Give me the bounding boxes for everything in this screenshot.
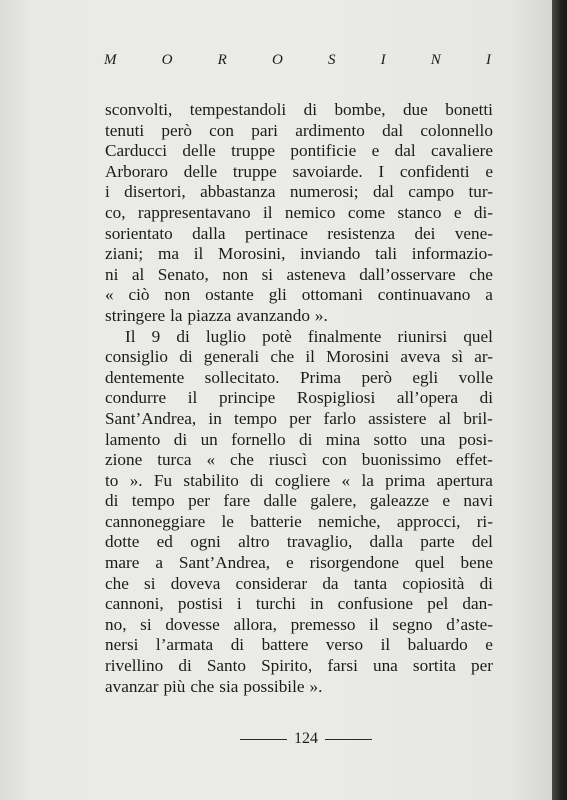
word: che	[270, 347, 295, 367]
word: in	[310, 594, 324, 614]
word: assistere	[368, 408, 427, 428]
word: considerar	[235, 573, 308, 593]
word: farlo	[323, 408, 356, 428]
word: bombe,	[334, 100, 386, 119]
word: «	[341, 470, 351, 490]
text-line	[105, 635, 493, 656]
word: di	[179, 347, 193, 367]
word: nemiche,	[318, 511, 381, 531]
text-line	[105, 677, 493, 698]
text-line	[105, 347, 493, 368]
text-line	[105, 285, 493, 306]
word: rappresentavano	[137, 202, 251, 222]
text-line	[105, 388, 493, 409]
word: tali	[375, 244, 398, 264]
word: tempestandoli	[189, 100, 287, 119]
word: di	[479, 388, 493, 408]
word: il	[187, 388, 198, 408]
word: e	[442, 491, 451, 511]
word: di	[303, 100, 317, 119]
text-line	[105, 162, 493, 183]
word: stringere	[105, 305, 166, 325]
word: che	[469, 264, 493, 284]
word: dalla	[369, 532, 403, 552]
word: con	[322, 450, 347, 470]
text-line	[105, 224, 493, 245]
word: Morosini	[326, 347, 390, 367]
word: quel	[463, 326, 493, 346]
word: che	[105, 573, 129, 593]
word: tempo	[131, 491, 175, 511]
text-line	[105, 491, 493, 512]
word: no,	[105, 614, 127, 634]
word: e	[485, 161, 493, 181]
running-head-letter: M	[104, 52, 118, 68]
word: più	[163, 676, 186, 696]
word: sorientato	[105, 223, 173, 243]
word: dal	[394, 141, 416, 161]
word: di	[173, 429, 188, 449]
word: Il	[125, 326, 136, 346]
word: un	[200, 429, 218, 449]
word: l’armata	[155, 635, 214, 655]
word: e	[453, 202, 462, 222]
word: allora,	[233, 614, 277, 634]
running-head-letter: I	[380, 52, 387, 68]
word: tenuti	[105, 120, 145, 140]
word: fare	[223, 491, 251, 511]
word: delle	[183, 161, 218, 181]
word: effet-	[456, 450, 493, 470]
word: per	[289, 408, 312, 428]
word: tempo	[234, 408, 278, 428]
word: finalmente	[307, 326, 382, 346]
word: la	[170, 305, 183, 325]
word: di	[298, 429, 313, 449]
word: da	[322, 573, 339, 593]
word: si	[261, 264, 274, 284]
word: potè	[262, 326, 292, 346]
word: stabilito	[183, 470, 239, 490]
word: asteneva	[286, 264, 346, 284]
running-head-letter: I	[485, 52, 492, 68]
word: apertura	[436, 470, 493, 490]
word: ar-	[474, 347, 493, 367]
word: però	[161, 120, 192, 140]
text-line	[105, 532, 493, 553]
word: galere,	[310, 491, 357, 511]
word: confusione	[337, 594, 414, 614]
word: di	[230, 635, 245, 655]
word: al	[131, 264, 145, 284]
text-line	[105, 244, 493, 265]
text-line	[105, 450, 493, 471]
text-line	[105, 368, 493, 389]
word: mare	[105, 553, 140, 573]
word: ri-	[476, 511, 493, 531]
word: per	[470, 656, 493, 676]
word: consiglio	[105, 347, 169, 367]
word: abbastanza	[200, 182, 276, 202]
word: pontificie	[290, 141, 357, 161]
text-line	[105, 327, 493, 348]
word: dentemente	[105, 367, 185, 387]
word: informazio-	[411, 244, 493, 264]
word: truppe	[231, 141, 276, 161]
word: delle	[182, 141, 216, 161]
word: truppe	[232, 161, 277, 181]
word: riunirsi	[397, 326, 448, 346]
word: dall’osservare	[359, 264, 456, 284]
word: all’opera	[396, 388, 458, 408]
word: campo	[408, 182, 455, 202]
word: piazza	[187, 305, 232, 325]
word: di	[178, 656, 192, 676]
word: Carducci	[105, 141, 168, 161]
word: il	[305, 347, 315, 367]
word: il	[380, 635, 391, 655]
text-line	[105, 100, 493, 121]
word: dalla	[192, 223, 226, 243]
word: turca	[157, 450, 192, 470]
word: dei	[414, 223, 436, 243]
word: nersi	[105, 635, 139, 655]
word: il	[193, 244, 204, 264]
text-line	[105, 306, 493, 327]
word: continuavano	[377, 285, 471, 305]
word: bril-	[463, 408, 493, 428]
running-head-letter: S	[327, 52, 337, 68]
footer-rule-left	[240, 739, 287, 740]
body-text	[105, 100, 493, 697]
word: galeazze	[369, 491, 430, 511]
word: bonetti	[445, 100, 493, 119]
word: doveva	[170, 573, 221, 593]
word: ed	[156, 532, 173, 552]
text-line	[105, 512, 493, 533]
word: numerosi;	[289, 182, 359, 202]
word: ogni	[190, 532, 221, 552]
word: cogliere	[274, 470, 331, 490]
word: riuscì	[268, 450, 308, 470]
word: bene	[460, 553, 493, 573]
word: cannoneggiare	[105, 511, 206, 531]
word: parte	[420, 532, 455, 552]
text-line	[105, 203, 493, 224]
word: i	[236, 594, 242, 614]
word: vene-	[454, 223, 493, 243]
word: to	[105, 470, 119, 490]
text-line	[105, 265, 493, 286]
word: posi-	[458, 429, 493, 449]
word: ziani;	[105, 244, 144, 264]
word: generali	[203, 347, 260, 367]
word: cannoni,	[105, 594, 164, 614]
word: possibile	[243, 676, 305, 696]
word: condurre	[105, 388, 167, 408]
word: Arboraro	[105, 161, 168, 181]
word: prima	[385, 470, 426, 490]
word: due	[402, 100, 428, 119]
text-line	[105, 430, 493, 451]
word: a	[155, 553, 163, 573]
word: del	[471, 532, 493, 552]
word: tur-	[468, 182, 493, 202]
running-head-letter: R	[217, 52, 228, 68]
word: sortita	[412, 656, 456, 676]
word: ottomani	[301, 285, 363, 305]
running-head	[104, 52, 492, 69]
word: ni	[105, 264, 119, 284]
word: però	[361, 367, 392, 387]
word: pel	[427, 594, 449, 614]
word: sì	[451, 347, 464, 367]
word: una	[420, 429, 446, 449]
word: savoiarde.	[292, 161, 363, 181]
word: I	[378, 161, 385, 181]
word: inviando	[300, 244, 361, 264]
word: 9	[151, 326, 161, 346]
text-line	[105, 553, 493, 574]
text-line	[105, 409, 493, 430]
word: avanzar	[105, 676, 159, 696]
word: colonnello	[420, 120, 493, 140]
word: postisi	[177, 594, 223, 614]
word: Spirito,	[261, 656, 313, 676]
text-line	[105, 594, 493, 615]
word: batterie	[250, 511, 302, 531]
word: il	[262, 202, 273, 222]
word: farsi	[327, 656, 358, 676]
word: lamento	[105, 429, 161, 449]
word: di	[479, 573, 493, 593]
word: la	[361, 470, 374, 490]
word: «	[206, 450, 216, 470]
word: tanta	[353, 573, 388, 593]
word: premesso	[290, 614, 356, 634]
page-number: 124	[294, 730, 318, 747]
word: si	[144, 573, 156, 593]
word: Santo	[206, 656, 246, 676]
word: i	[105, 182, 110, 202]
page-footer	[240, 730, 372, 748]
word: Sant’Andrea,	[105, 408, 197, 428]
word: baluardo	[407, 635, 468, 655]
word: pari	[251, 120, 278, 140]
word: come	[347, 202, 386, 222]
word: a	[485, 285, 493, 305]
word: ».	[314, 305, 328, 325]
word: rivellino	[105, 656, 164, 676]
word: le	[221, 511, 234, 531]
word: ».	[309, 676, 323, 696]
text-line	[105, 182, 493, 203]
word: dalle	[263, 491, 297, 511]
word: sollecitato.	[204, 367, 280, 387]
word: «	[105, 285, 114, 305]
word: altro	[238, 532, 270, 552]
word: di	[105, 491, 119, 511]
word: mina	[325, 429, 361, 449]
word: e	[286, 553, 294, 573]
word: e	[485, 635, 493, 655]
word: ciò	[128, 285, 150, 305]
word: dotte	[105, 532, 140, 552]
word: sotto	[373, 429, 407, 449]
word: al	[438, 408, 452, 428]
word: Rospigliosi	[296, 388, 376, 408]
word: zione	[105, 450, 143, 470]
word: gli	[268, 285, 287, 305]
word: che	[190, 676, 215, 696]
word: volle	[458, 367, 493, 387]
word: di	[250, 470, 264, 490]
word: co,	[105, 202, 126, 222]
word: disertori,	[124, 182, 186, 202]
word: dal	[372, 182, 394, 202]
word: fornello	[231, 429, 286, 449]
word: avanzando	[236, 305, 310, 325]
text-line	[105, 471, 493, 492]
word: Prima	[299, 367, 342, 387]
word: con	[209, 120, 234, 140]
word: quel	[415, 553, 445, 573]
text-line	[105, 141, 493, 162]
word: Senato,	[157, 264, 209, 284]
word: battere	[261, 635, 309, 655]
word: risorgendone	[309, 553, 400, 573]
word: principe	[218, 388, 276, 408]
word: di	[176, 326, 190, 346]
word: non	[222, 264, 249, 284]
word: una	[372, 656, 398, 676]
word: che	[230, 450, 254, 470]
word: luglio	[205, 326, 246, 346]
word: verso	[325, 635, 364, 655]
word: sconvolti,	[105, 100, 173, 119]
text-line	[105, 615, 493, 636]
word: egli	[412, 367, 439, 387]
running-head-letter: O	[161, 52, 174, 68]
word: segno	[392, 614, 433, 634]
word: buonissimo	[361, 450, 442, 470]
text-line	[105, 656, 493, 677]
word: confidenti	[399, 161, 470, 181]
running-head-letter: N	[430, 52, 442, 68]
word: d’aste-	[446, 614, 493, 634]
word: Fu	[153, 470, 173, 490]
word: in	[208, 408, 222, 428]
word: cavaliere	[430, 141, 493, 161]
word: dal	[382, 120, 404, 140]
word: ».	[129, 470, 143, 490]
word: resistenza	[327, 223, 396, 243]
word: nemico	[284, 202, 336, 222]
word: copiosità	[402, 573, 465, 593]
word: sia	[219, 676, 239, 696]
word: ostante	[205, 285, 254, 305]
word: dan-	[462, 594, 493, 614]
word: stanco	[397, 202, 442, 222]
text-line	[105, 121, 493, 142]
word: pertinace	[244, 223, 308, 243]
word: Sant’Andrea,	[178, 553, 271, 573]
word: non	[164, 285, 191, 305]
word: travaglio,	[286, 532, 353, 552]
word: approcci,	[396, 511, 461, 531]
word: turchi	[255, 594, 296, 614]
word: dovesse	[165, 614, 220, 634]
word: si	[140, 614, 152, 634]
page-edge-shadow	[552, 0, 567, 800]
word: il	[369, 614, 379, 634]
word: per	[188, 491, 211, 511]
text-line	[105, 574, 493, 595]
word: aveva	[400, 347, 441, 367]
word: Morosini,	[218, 244, 286, 264]
running-head-letter: O	[271, 52, 284, 68]
word: e	[371, 141, 380, 161]
word: navi	[463, 491, 493, 511]
word: ardimento	[295, 120, 365, 140]
footer-rule-right	[325, 739, 372, 740]
word: di-	[473, 202, 493, 222]
word: ma	[157, 244, 179, 264]
